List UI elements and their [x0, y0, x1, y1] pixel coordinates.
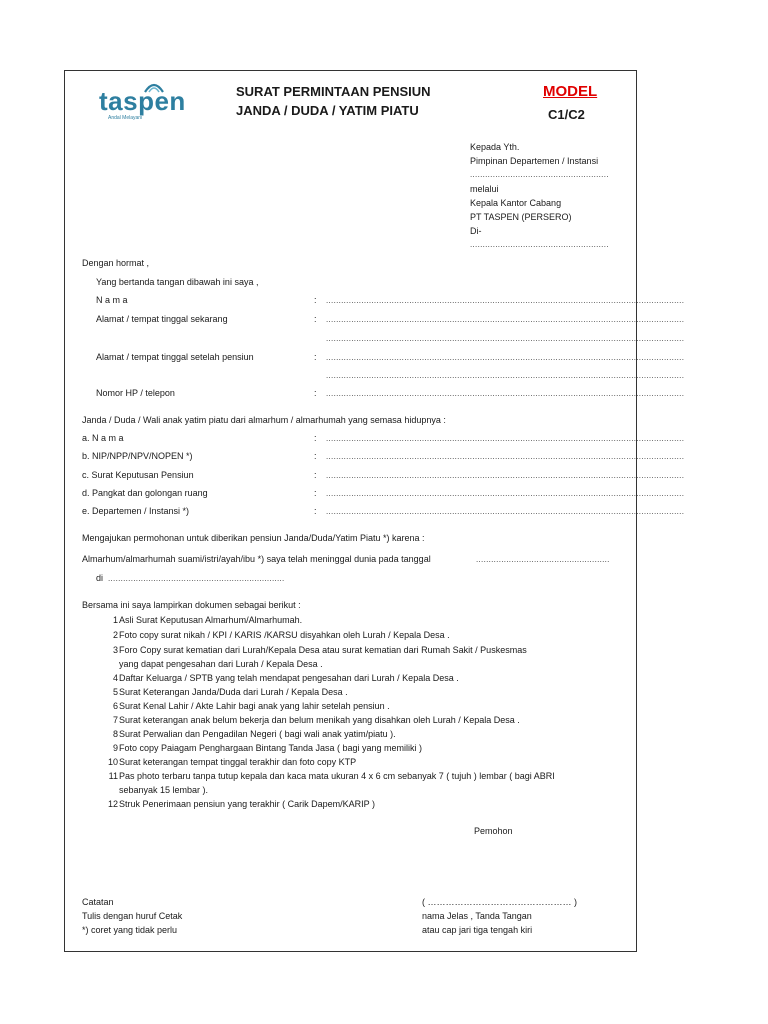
address-pimpinan: Pimpinan Departemen / Instansi — [470, 156, 599, 166]
form-title-line1: SURAT PERMINTAAN PENSIUN — [236, 84, 431, 99]
field-label-alamat-sekarang: Alamat / tempat tinggal sekarang — [96, 314, 228, 324]
attachment-number: 2 — [112, 630, 118, 640]
request-line1: Mengajukan permohonan untuk diberikan pensiun Janda/Duda/Yatim Piatu *) karena : — [82, 533, 425, 543]
attachment-number: 6 — [112, 701, 118, 711]
field-input-deceased-nama[interactable]: .............................................................................................................................................. — [326, 434, 685, 443]
colon: : — [314, 470, 317, 480]
attachment-item-continued: yang dapat pengesahan dari Lurah / Kepala Desa . — [119, 659, 323, 669]
signed-statement: Yang bertanda tangan dibawah ini saya , — [96, 277, 259, 287]
colon: : — [314, 388, 317, 398]
address-melalui: melalui — [470, 184, 499, 194]
signature-name-line: nama Jelas , Tanda Tangan — [422, 911, 532, 921]
notes-line1: Tulis dengan huruf Cetak — [82, 911, 183, 921]
attachment-item: Foto copy Paiagam Penghargaan Bintang Tanda Jasa ( bagi yang memiliki ) — [119, 743, 423, 753]
request-line2: Almarhum/almarhumah suami/istri/ayah/ibu *) saya telah meninggal dunia pada tanggal — [82, 554, 431, 564]
address-blank-1[interactable]: ....................................................... — [470, 170, 609, 179]
colon: : — [314, 314, 317, 324]
field-input-alamat-setelah-2[interactable]: .............................................................................................................................................. — [326, 371, 685, 380]
colon: : — [314, 295, 317, 305]
form-title-line2: JANDA / DUDA / YATIM PIATU — [236, 103, 419, 118]
field-label-deceased-nama: a. N a m a — [82, 433, 124, 443]
address-kepala: Kepala Kantor Cabang — [470, 198, 562, 208]
attachment-number: 1 — [112, 615, 118, 625]
colon: : — [314, 352, 317, 362]
attachment-item: Asli Surat Keputusan Almarhum/Almarhumah. — [119, 615, 303, 625]
field-input-tempat[interactable]: ...................................................................... — [108, 574, 285, 583]
attachment-item: Surat Keterangan Janda/Duda dari Lurah / Kepala Desa . — [119, 687, 348, 697]
field-input-tanggal[interactable]: ..................................................... — [476, 555, 610, 564]
field-label-nomor-hp: Nomor HP / telepon — [96, 388, 175, 398]
logo-tagline: Andal Melayani — [108, 115, 143, 121]
field-label-nip: b. NIP/NPP/NPV/NOPEN *) — [82, 451, 193, 461]
attachment-item: Surat keterangan anak belum bekerja dan belum menikah yang disahkan oleh Lurah / Kepala Desa . — [119, 715, 520, 725]
attachment-item: Surat Kenal Lahir / Akte Lahir bagi anak yang lahir setelah pensiun . — [119, 701, 390, 711]
field-input-nama[interactable]: .............................................................................................................................................. — [326, 296, 685, 305]
field-label-alamat-setelah: Alamat / tempat tinggal setelah pensiun — [96, 352, 254, 362]
address-di: Di- — [470, 226, 482, 236]
attachment-item: Surat keterangan tempat tinggal terakhir dan foto copy KTP — [119, 757, 357, 767]
field-label-departemen: e. Departemen / Instansi *) — [82, 506, 190, 516]
pemohon-label: Pemohon — [474, 826, 513, 836]
attachment-number: 7 — [112, 715, 118, 725]
signature-thumb-line: atau cap jari tiga tengah kiri — [422, 925, 533, 935]
greeting: Dengan hormat , — [82, 258, 150, 268]
colon: : — [314, 488, 317, 498]
logo-wordmark: taspen — [99, 86, 186, 116]
signature-blank[interactable]: ( ………………………………………… ) — [422, 897, 577, 907]
colon: : — [314, 506, 317, 516]
request-line3: di — [96, 573, 104, 583]
address-pt: PT TASPEN (PERSERO) — [470, 212, 572, 222]
deceased-intro: Janda / Duda / Wali anak yatim piatu dari almarhum / almarhumah yang semasa hidupnya : — [82, 415, 446, 425]
attachment-number: 5 — [112, 687, 118, 697]
attachment-number: 9 — [112, 743, 118, 753]
attachment-number: 4 — [112, 673, 118, 683]
attachment-number: 3 — [112, 645, 118, 655]
attachment-item: Pas photo terbaru tanpa tutup kepala dan kaca mata ukuran 4 x 6 cm sebanyak 7 ( tujuh ) lembar ( bagi ABRI — [119, 771, 555, 781]
colon: : — [314, 433, 317, 443]
attachment-number: 12 — [107, 799, 118, 809]
field-input-pangkat[interactable]: .............................................................................................................................................. — [326, 489, 685, 498]
attachment-item: Daftar Keluarga / SPTB yang telah mendapat pengesahan dari Lurah / Kepala Desa . — [119, 673, 459, 683]
attachment-item: Struk Penerimaan pensiun yang terakhir ( Carik Dapem/KARIP ) — [119, 799, 375, 809]
field-input-nip[interactable]: .............................................................................................................................................. — [326, 452, 685, 461]
address-kepada: Kepada Yth. — [470, 142, 520, 152]
attachments-intro: Bersama ini saya lampirkan dokumen sebagai berikut : — [82, 600, 301, 610]
model-label: MODEL — [543, 83, 598, 100]
model-code: C1/C2 — [548, 107, 585, 122]
field-input-sk-pensiun[interactable]: .............................................................................................................................................. — [326, 471, 685, 480]
field-label-sk-pensiun: c. Surat Keputusan Pensiun — [82, 470, 194, 480]
attachment-item: Foro Copy surat kematian dari Lurah/Kepala Desa atau surat kematian dari Rumah Sakit / Puskesmas — [119, 645, 527, 655]
attachment-number: 11 — [108, 771, 118, 781]
field-input-alamat-sekarang-2[interactable]: .............................................................................................................................................. — [326, 334, 685, 343]
attachment-item-continued: sebanyak 15 lembar ). — [119, 785, 209, 795]
notes-title: Catatan — [82, 897, 114, 907]
field-input-alamat-sekarang[interactable]: .............................................................................................................................................. — [326, 315, 685, 324]
field-input-nomor-hp[interactable]: .............................................................................................................................................. — [326, 389, 685, 398]
field-input-alamat-setelah[interactable]: .............................................................................................................................................. — [326, 353, 685, 362]
address-blank-2[interactable]: ....................................................... — [470, 240, 609, 249]
attachment-item: Foto copy surat nikah / KPI / KARIS /KARSU disyahkan oleh Lurah / Kepala Desa . — [119, 630, 450, 640]
attachment-number: 10 — [107, 757, 118, 767]
field-label-pangkat: d. Pangkat dan golongan ruang — [82, 488, 208, 498]
colon: : — [314, 451, 317, 461]
field-label-nama: N a m a — [96, 295, 128, 305]
attachment-number: 8 — [112, 729, 118, 739]
attachment-item: Surat Perwalian dan Pengadilan Negeri ( bagi wali anak yatim/piatu ). — [119, 729, 396, 739]
field-input-departemen[interactable]: .............................................................................................................................................. — [326, 507, 685, 516]
notes-line2: *) coret yang tidak perlu — [82, 925, 178, 935]
